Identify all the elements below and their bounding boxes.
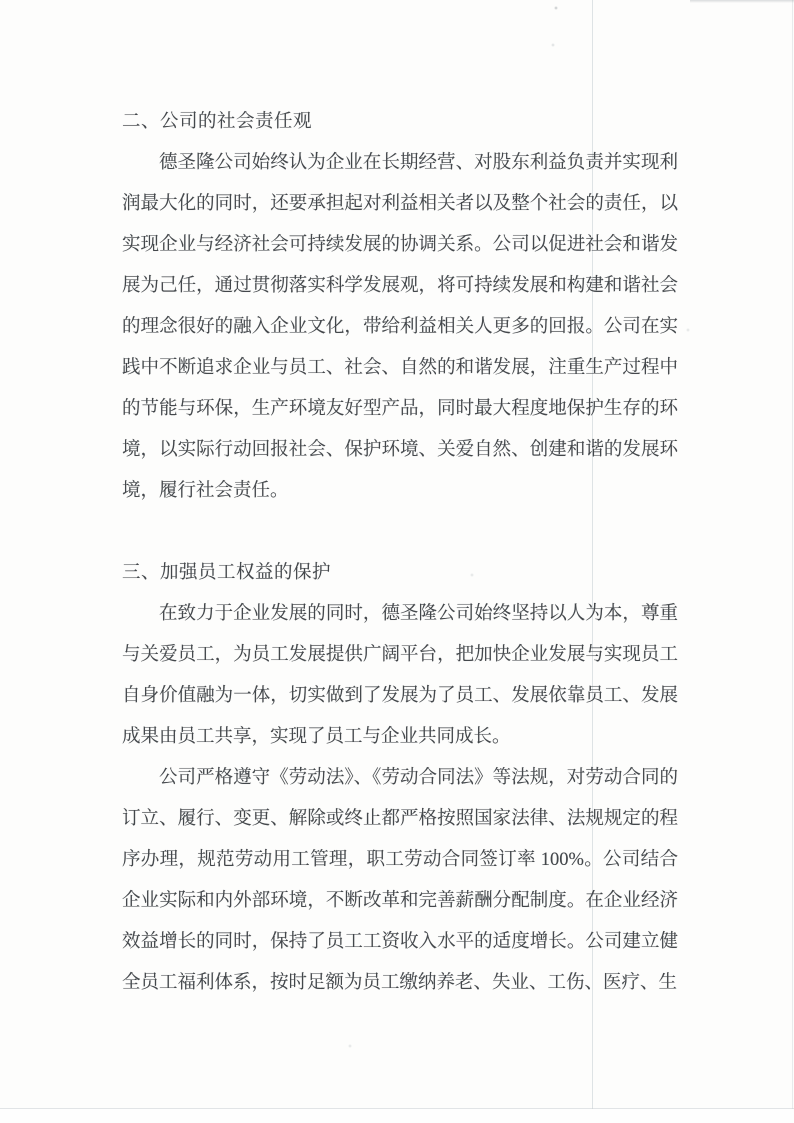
paragraph-social-responsibility: 德圣隆公司始终认为企业在长期经营、对股东利益负责并实现利润最大化的同时，还要承担起对利益相关者以及整个社会的责任，以实现企业与经济社会可持续发展的协调关系。公司以促进社会和谐发展为己任，通过贯彻落实科学发展观，将可持续发展和构建和谐社会的理念很好的融入企业文化，带给利益相关人更多的回报。公司在实践中不断追求企业与员工、社会、自然的和谐发展，注重生产过程中的节能与环保，生产环境友好型产品，同时最大程度地保护生存的环境，以实际行动回报社会、保护环境、关爱自然、创建和谐的发展环境，履行社会责任。 <box>122 153 678 501</box>
paragraph-employee-rights-1: 在致力于企业发展的同时，德圣隆公司始终坚持以人为本，尊重与关爱员工，为员工发展提供广阔平台，把加快企业发展与实现员工自身价值融为一体，切实做到了发展为了员工、发展依靠员工、发展成果由员工共享，实现了员工与企业共同成长。 <box>122 604 678 747</box>
paragraph-employee-rights-2: 公司严格遵守《劳动法》、《劳动合同法》等法规，对劳动合同的订立、履行、变更、解除或终止都严格按照国家法律、法规规定的程序办理，规范劳动用工管理，职工劳动合同签订率 100%。公司结合企业实际和内外部环境，不断改革和完善薪酬分配制度。在企业经济效益增长的同时，保持了员工工资收入水平的适度增长。公司建立健全员工福利体系，按时足额为员工缴纳养老、失业、工伤、医疗、生 <box>122 768 678 993</box>
page-content <box>122 102 678 1004</box>
scan-artifact-right-edge <box>792 0 793 1123</box>
section-heading-social-responsibility: 二、公司的社会责任观 <box>122 112 313 132</box>
section-social-responsibility <box>122 102 678 512</box>
section-employee-rights <box>122 553 678 1004</box>
scan-artifact-bottom-strip <box>0 1109 794 1123</box>
section-heading-employee-rights: 三、加强员工权益的保护 <box>122 563 332 583</box>
scan-artifact-top-edge <box>690 0 794 3</box>
